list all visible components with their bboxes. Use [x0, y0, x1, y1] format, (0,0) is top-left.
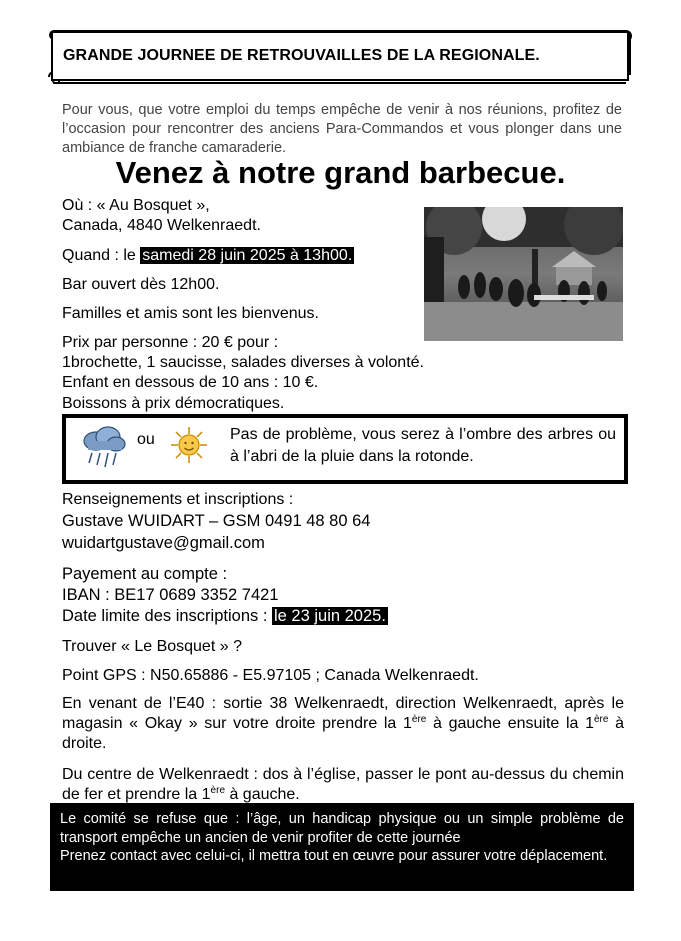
- contact-line-2: Gustave WUIDART – GSM 0491 48 80 64: [62, 512, 371, 530]
- weather-text: Pas de problème, vous serez à l’ombre des arbres ou à l’abri de la pluie dans la rotonde.: [230, 426, 616, 465]
- intro-paragraph: Pour vous, que votre emploi du temps empêche de venir à nos réunions, profitez de l’occasion pour rencontrer des anciens Para-Commandos et vous plonger dans une ambiance de franche camaraderie.: [62, 102, 622, 156]
- e40-text-2: à gauche ensuite la 1: [426, 715, 594, 732]
- e40-directions: [62, 694, 624, 754]
- deadline-line: [62, 606, 388, 626]
- notice-box: [50, 803, 634, 891]
- contact-email: wuidartgustave@gmail.com: [62, 534, 265, 552]
- deadline-highlight: le 23 juin 2025.: [274, 607, 386, 625]
- e40-text-1: En venant de l’E40 : sortie 38 Welkenraedt, direction Welkenraedt, après le magasin « Okay » sur votre droite prendre la 1: [62, 695, 624, 732]
- sun-icon: [170, 426, 208, 464]
- e40-sup-1: ère: [411, 714, 427, 725]
- deadline-label: Date limite des inscriptions :: [62, 607, 272, 625]
- headline: Venez à notre grand barbecue.: [115, 155, 566, 190]
- title-banner: [51, 31, 629, 81]
- price-line-3: Enfant en dessous de 10 ans : 10 €.: [62, 374, 319, 391]
- centre-text-1: Du centre de Welkenraedt : dos à l’église, passer le pont au-dessus du chemin de fer et prendre la 1: [62, 766, 624, 803]
- contact-line-1: Renseignements et inscriptions :: [62, 491, 294, 508]
- when-line: [62, 246, 354, 266]
- where-line-2: Canada, 4840 Welkenraedt.: [62, 217, 261, 234]
- centre-text-2: à gauche.: [225, 786, 300, 803]
- centre-directions: [62, 765, 624, 805]
- e40-sup-2: ère: [593, 714, 609, 725]
- bar-line: Bar ouvert dès 12h00.: [62, 276, 220, 293]
- notice-line-1: Le comité se refuse que : l’âge, un handicap physique ou un simple problème de transport empêche un ancien de venir profiter de cette journée: [60, 811, 624, 846]
- price-line-1: Prix par personne : 20 € pour :: [62, 334, 279, 351]
- page-title: GRANDE JOURNEE DE RETROUVAILLES DE LA REGIONALE.: [63, 47, 540, 64]
- rain-cloud-icon: [78, 423, 128, 471]
- gathering-photo: [424, 207, 623, 341]
- centre-sup: ère: [210, 785, 225, 796]
- gps-line: Point GPS : N50.65886 - E5.97105 ; Canada Welkenraedt.: [62, 667, 479, 684]
- payment-iban: IBAN : BE17 0689 3352 7421: [62, 586, 279, 604]
- payment-line-1: Payement au compte :: [62, 565, 228, 583]
- notice-line-2: Prenez contact avec celui-ci, il mettra tout en œuvre pour assurer votre déplacement.: [60, 848, 608, 864]
- directions-title: Trouver « Le Bosquet » ?: [62, 638, 242, 655]
- price-line-2: 1brochette, 1 saucisse, salades diverses à volonté.: [62, 354, 424, 371]
- where-line-1: Où : « Au Bosquet »,: [62, 197, 210, 214]
- event-date-highlight: samedi 28 juin 2025 à 13h00.: [142, 247, 353, 264]
- price-line-4: Boissons à prix démocratiques.: [62, 395, 285, 412]
- or-label: ou: [137, 431, 155, 448]
- e40-text-3: à droite.: [62, 715, 624, 752]
- families-line: Familles et amis sont les bienvenus.: [62, 305, 319, 322]
- when-label: Quand : le: [62, 247, 141, 264]
